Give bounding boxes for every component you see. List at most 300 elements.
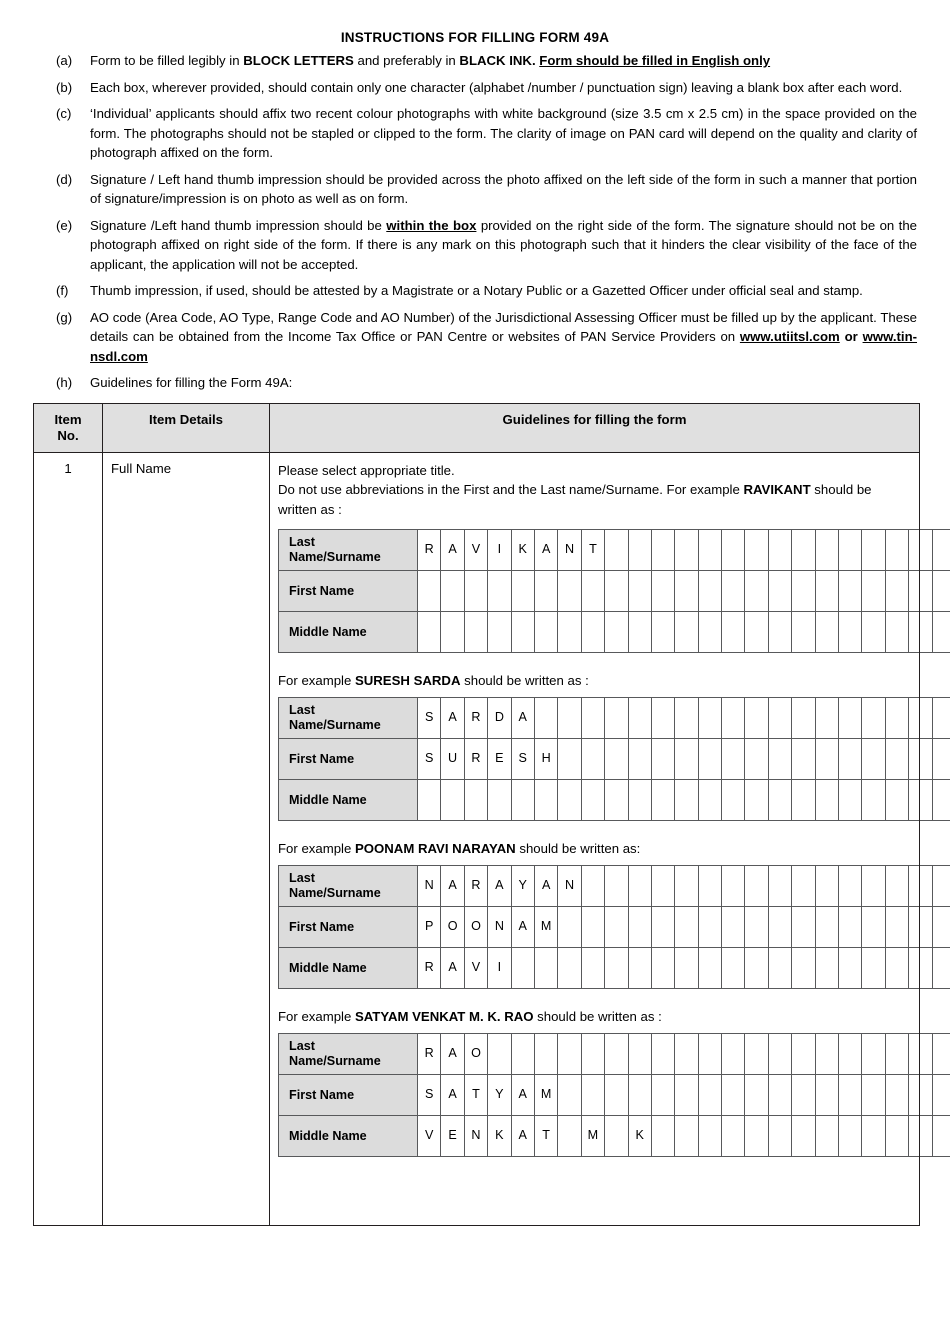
name-character-box[interactable] bbox=[651, 1116, 674, 1157]
name-character-box[interactable] bbox=[511, 1034, 534, 1075]
name-character-box[interactable] bbox=[839, 571, 862, 612]
name-character-box[interactable] bbox=[885, 948, 908, 989]
name-character-box[interactable]: P bbox=[418, 907, 441, 948]
name-character-box[interactable]: A bbox=[441, 1075, 464, 1116]
name-character-box[interactable] bbox=[909, 948, 932, 989]
name-character-box[interactable] bbox=[862, 698, 885, 739]
name-character-box[interactable] bbox=[885, 1116, 908, 1157]
name-character-box[interactable] bbox=[698, 698, 721, 739]
name-character-box[interactable]: E bbox=[488, 739, 511, 780]
name-character-box[interactable]: D bbox=[488, 698, 511, 739]
name-character-box[interactable]: N bbox=[464, 1116, 487, 1157]
name-character-box[interactable] bbox=[488, 1034, 511, 1075]
name-character-box[interactable] bbox=[768, 612, 791, 653]
name-character-box[interactable]: A bbox=[511, 698, 534, 739]
name-grid-label-line1: First Name bbox=[289, 919, 355, 934]
name-character-box[interactable] bbox=[932, 612, 950, 653]
name-character-box[interactable] bbox=[558, 1034, 581, 1075]
name-character-box[interactable] bbox=[628, 739, 651, 780]
name-character-box[interactable] bbox=[581, 1034, 604, 1075]
name-character-box[interactable] bbox=[581, 571, 604, 612]
name-character-box[interactable] bbox=[534, 780, 557, 821]
name-grid-row bbox=[279, 866, 950, 907]
name-character-box[interactable] bbox=[488, 571, 511, 612]
name-character-box[interactable] bbox=[605, 1116, 628, 1157]
name-character-box[interactable] bbox=[932, 1075, 950, 1116]
name-character-box[interactable] bbox=[885, 698, 908, 739]
name-character-box[interactable] bbox=[698, 907, 721, 948]
name-character-box[interactable] bbox=[605, 530, 628, 571]
name-character-box[interactable] bbox=[722, 1116, 745, 1157]
name-character-box[interactable] bbox=[605, 571, 628, 612]
name-character-box[interactable] bbox=[768, 698, 791, 739]
name-character-box[interactable] bbox=[418, 571, 441, 612]
name-character-box[interactable] bbox=[651, 530, 674, 571]
name-character-box[interactable] bbox=[745, 698, 768, 739]
name-character-box[interactable] bbox=[581, 612, 604, 653]
name-character-box[interactable]: M bbox=[534, 1075, 557, 1116]
name-character-box[interactable] bbox=[628, 698, 651, 739]
name-character-box[interactable] bbox=[675, 907, 698, 948]
instruction-segment: www.utiitsl.com bbox=[739, 329, 840, 344]
name-character-box[interactable] bbox=[675, 530, 698, 571]
name-character-box[interactable] bbox=[722, 1075, 745, 1116]
name-character-box[interactable] bbox=[651, 1034, 674, 1075]
name-character-box[interactable] bbox=[885, 571, 908, 612]
name-character-box[interactable]: S bbox=[418, 698, 441, 739]
name-character-box[interactable] bbox=[885, 739, 908, 780]
name-character-box[interactable] bbox=[815, 571, 838, 612]
name-character-box[interactable] bbox=[839, 1116, 862, 1157]
name-character-box[interactable] bbox=[909, 571, 932, 612]
name-character-box[interactable]: S bbox=[418, 739, 441, 780]
name-character-box[interactable] bbox=[534, 612, 557, 653]
name-character-box[interactable] bbox=[722, 1034, 745, 1075]
name-character-box[interactable] bbox=[441, 780, 464, 821]
name-character-box[interactable] bbox=[909, 612, 932, 653]
name-grid-label-line1: Last bbox=[289, 703, 315, 717]
name-character-box[interactable] bbox=[675, 1075, 698, 1116]
name-character-box[interactable] bbox=[698, 530, 721, 571]
instruction-item bbox=[56, 308, 917, 367]
name-character-box[interactable] bbox=[745, 1075, 768, 1116]
instruction-marker: (f) bbox=[56, 283, 69, 298]
name-character-box[interactable]: Y bbox=[511, 866, 534, 907]
name-character-box[interactable] bbox=[534, 1034, 557, 1075]
name-character-box[interactable] bbox=[558, 1116, 581, 1157]
name-character-box[interactable] bbox=[651, 571, 674, 612]
name-character-box[interactable] bbox=[722, 780, 745, 821]
table-tail-space bbox=[278, 1157, 913, 1215]
name-character-box[interactable] bbox=[909, 1116, 932, 1157]
name-character-box[interactable] bbox=[605, 1075, 628, 1116]
name-character-box[interactable] bbox=[862, 948, 885, 989]
name-character-box[interactable] bbox=[745, 948, 768, 989]
name-character-box[interactable] bbox=[885, 866, 908, 907]
name-character-box[interactable] bbox=[605, 612, 628, 653]
name-character-box[interactable] bbox=[792, 530, 815, 571]
name-character-box[interactable] bbox=[909, 1075, 932, 1116]
name-character-box[interactable]: R bbox=[464, 698, 487, 739]
name-character-box[interactable]: O bbox=[464, 907, 487, 948]
name-character-box[interactable] bbox=[628, 530, 651, 571]
instruction-segment: Thumb impression, if used, should be attested by a Magistrate or a Notary Public or a Gazetted Officer under official seal and stamp. bbox=[90, 283, 863, 298]
name-character-box[interactable] bbox=[651, 612, 674, 653]
name-character-box[interactable] bbox=[745, 866, 768, 907]
name-character-box[interactable] bbox=[862, 1034, 885, 1075]
name-character-box[interactable]: K bbox=[628, 1116, 651, 1157]
name-character-box[interactable] bbox=[651, 698, 674, 739]
name-character-box[interactable] bbox=[558, 948, 581, 989]
name-character-box[interactable]: N bbox=[558, 866, 581, 907]
name-character-box[interactable]: V bbox=[418, 1116, 441, 1157]
name-character-box[interactable] bbox=[792, 612, 815, 653]
name-character-box[interactable] bbox=[932, 530, 950, 571]
name-character-box[interactable] bbox=[581, 698, 604, 739]
name-character-box[interactable] bbox=[885, 1034, 908, 1075]
name-character-box[interactable]: S bbox=[418, 1075, 441, 1116]
name-character-box[interactable] bbox=[464, 612, 487, 653]
name-character-box[interactable] bbox=[651, 907, 674, 948]
name-character-box[interactable] bbox=[768, 530, 791, 571]
name-character-box[interactable] bbox=[558, 739, 581, 780]
name-character-box[interactable]: A bbox=[441, 530, 464, 571]
name-character-box[interactable] bbox=[792, 780, 815, 821]
name-character-box[interactable] bbox=[534, 948, 557, 989]
name-character-box[interactable]: R bbox=[418, 1034, 441, 1075]
name-character-box[interactable] bbox=[698, 1034, 721, 1075]
name-character-box[interactable] bbox=[651, 739, 674, 780]
name-character-box[interactable] bbox=[932, 1034, 950, 1075]
name-character-box[interactable] bbox=[792, 571, 815, 612]
name-character-box[interactable] bbox=[558, 571, 581, 612]
name-character-box[interactable] bbox=[932, 571, 950, 612]
name-character-box[interactable] bbox=[839, 907, 862, 948]
name-character-box[interactable] bbox=[862, 1075, 885, 1116]
name-character-box[interactable] bbox=[745, 1034, 768, 1075]
name-character-box[interactable] bbox=[815, 1034, 838, 1075]
name-character-box[interactable]: A bbox=[441, 698, 464, 739]
instruction-marker: (e) bbox=[56, 217, 73, 233]
name-character-box[interactable] bbox=[675, 1116, 698, 1157]
name-character-box[interactable] bbox=[909, 907, 932, 948]
name-character-box[interactable] bbox=[605, 907, 628, 948]
name-character-box[interactable] bbox=[932, 948, 950, 989]
name-character-box[interactable] bbox=[792, 1075, 815, 1116]
name-character-box[interactable] bbox=[885, 612, 908, 653]
name-character-box[interactable] bbox=[558, 612, 581, 653]
name-character-box[interactable] bbox=[932, 780, 950, 821]
name-character-box[interactable]: A bbox=[534, 866, 557, 907]
name-character-box[interactable] bbox=[722, 530, 745, 571]
name-character-box[interactable] bbox=[675, 866, 698, 907]
name-character-box[interactable] bbox=[768, 739, 791, 780]
name-character-box[interactable] bbox=[581, 948, 604, 989]
name-grid-label bbox=[279, 698, 418, 739]
name-character-box[interactable] bbox=[581, 780, 604, 821]
name-character-box[interactable] bbox=[488, 612, 511, 653]
name-character-box[interactable] bbox=[698, 948, 721, 989]
name-character-box[interactable] bbox=[768, 571, 791, 612]
name-character-box[interactable] bbox=[605, 1034, 628, 1075]
name-character-box[interactable]: R bbox=[464, 739, 487, 780]
name-character-box[interactable]: N bbox=[418, 866, 441, 907]
name-character-box[interactable] bbox=[698, 1116, 721, 1157]
name-character-box[interactable] bbox=[651, 948, 674, 989]
name-character-box[interactable] bbox=[488, 780, 511, 821]
name-character-box[interactable] bbox=[815, 698, 838, 739]
name-character-box[interactable] bbox=[722, 866, 745, 907]
name-character-box[interactable] bbox=[745, 571, 768, 612]
name-character-box[interactable]: R bbox=[464, 866, 487, 907]
name-character-box[interactable] bbox=[628, 1075, 651, 1116]
name-character-box[interactable] bbox=[885, 1075, 908, 1116]
name-character-box[interactable] bbox=[792, 907, 815, 948]
name-character-box[interactable] bbox=[792, 948, 815, 989]
name-character-box[interactable] bbox=[768, 1116, 791, 1157]
name-character-box[interactable] bbox=[651, 866, 674, 907]
name-character-box[interactable] bbox=[511, 948, 534, 989]
name-character-box[interactable] bbox=[534, 698, 557, 739]
name-character-box[interactable] bbox=[581, 739, 604, 780]
name-character-box[interactable] bbox=[605, 948, 628, 989]
name-character-box[interactable]: A bbox=[511, 907, 534, 948]
name-character-box[interactable] bbox=[698, 866, 721, 907]
name-character-box[interactable] bbox=[628, 1034, 651, 1075]
name-character-box[interactable]: A bbox=[441, 1034, 464, 1075]
name-character-box[interactable]: A bbox=[511, 1075, 534, 1116]
name-character-box[interactable] bbox=[839, 612, 862, 653]
name-character-box[interactable]: A bbox=[441, 948, 464, 989]
instruction-item bbox=[56, 104, 917, 163]
name-character-box[interactable] bbox=[885, 530, 908, 571]
name-character-box[interactable] bbox=[722, 948, 745, 989]
name-character-box[interactable]: T bbox=[464, 1075, 487, 1116]
name-character-box[interactable]: T bbox=[534, 1116, 557, 1157]
name-character-box[interactable] bbox=[651, 1075, 674, 1116]
name-character-box[interactable] bbox=[815, 866, 838, 907]
name-character-box[interactable] bbox=[932, 1116, 950, 1157]
name-character-box[interactable] bbox=[675, 780, 698, 821]
name-character-box[interactable] bbox=[839, 698, 862, 739]
instruction-text bbox=[90, 170, 917, 209]
name-character-box[interactable]: I bbox=[488, 948, 511, 989]
name-character-box[interactable] bbox=[792, 1116, 815, 1157]
name-character-box[interactable]: R bbox=[418, 948, 441, 989]
name-character-box[interactable] bbox=[605, 739, 628, 780]
name-character-box[interactable] bbox=[839, 948, 862, 989]
name-character-box[interactable] bbox=[745, 907, 768, 948]
name-character-box[interactable] bbox=[745, 780, 768, 821]
name-character-box[interactable] bbox=[722, 571, 745, 612]
name-character-box[interactable] bbox=[418, 780, 441, 821]
example-caption-post: should be written as : bbox=[533, 1009, 662, 1024]
name-character-box[interactable] bbox=[932, 907, 950, 948]
name-character-box[interactable]: N bbox=[488, 907, 511, 948]
name-character-box[interactable] bbox=[932, 739, 950, 780]
name-character-box[interactable]: Y bbox=[488, 1075, 511, 1116]
name-character-box[interactable]: S bbox=[511, 739, 534, 780]
name-character-box[interactable] bbox=[862, 739, 885, 780]
name-character-box[interactable] bbox=[628, 571, 651, 612]
name-character-box[interactable] bbox=[909, 866, 932, 907]
name-character-box[interactable] bbox=[464, 571, 487, 612]
name-boxes-grid bbox=[278, 1033, 950, 1157]
name-grid-label-line1: First Name bbox=[289, 583, 355, 598]
name-character-box[interactable] bbox=[605, 698, 628, 739]
name-character-box[interactable] bbox=[722, 907, 745, 948]
name-character-box[interactable] bbox=[815, 780, 838, 821]
name-character-box[interactable]: M bbox=[581, 1116, 604, 1157]
instruction-segment: BLACK INK. bbox=[459, 53, 536, 68]
name-character-box[interactable] bbox=[628, 612, 651, 653]
name-character-box[interactable] bbox=[815, 1116, 838, 1157]
name-character-box[interactable] bbox=[815, 948, 838, 989]
name-character-box[interactable]: O bbox=[441, 907, 464, 948]
name-character-box[interactable] bbox=[698, 739, 721, 780]
name-character-box[interactable] bbox=[441, 612, 464, 653]
name-character-box[interactable] bbox=[839, 780, 862, 821]
name-character-box[interactable]: M bbox=[534, 907, 557, 948]
name-character-box[interactable] bbox=[581, 866, 604, 907]
instruction-segment: and preferably in bbox=[353, 53, 460, 68]
name-character-box[interactable] bbox=[815, 530, 838, 571]
name-character-box[interactable]: I bbox=[488, 530, 511, 571]
name-character-box[interactable] bbox=[768, 1075, 791, 1116]
name-character-box[interactable] bbox=[909, 530, 932, 571]
name-character-box[interactable] bbox=[511, 571, 534, 612]
name-grid-label bbox=[279, 907, 418, 948]
name-character-box[interactable]: A bbox=[534, 530, 557, 571]
name-character-box[interactable] bbox=[605, 866, 628, 907]
name-character-box[interactable]: V bbox=[464, 530, 487, 571]
name-character-box[interactable] bbox=[605, 780, 628, 821]
name-character-box[interactable] bbox=[792, 866, 815, 907]
name-character-box[interactable] bbox=[722, 739, 745, 780]
name-character-box[interactable]: H bbox=[534, 739, 557, 780]
name-character-box[interactable] bbox=[932, 866, 950, 907]
name-character-box[interactable] bbox=[534, 571, 557, 612]
name-character-box[interactable] bbox=[511, 612, 534, 653]
name-character-box[interactable] bbox=[745, 739, 768, 780]
name-character-box[interactable] bbox=[839, 530, 862, 571]
name-character-box[interactable] bbox=[815, 612, 838, 653]
name-character-box[interactable] bbox=[558, 698, 581, 739]
name-character-box[interactable] bbox=[909, 698, 932, 739]
name-character-box[interactable]: A bbox=[488, 866, 511, 907]
name-character-box[interactable] bbox=[745, 1116, 768, 1157]
name-grid-label-line1: Last bbox=[289, 871, 315, 885]
name-character-box[interactable] bbox=[839, 866, 862, 907]
name-character-box[interactable] bbox=[745, 612, 768, 653]
name-character-box[interactable] bbox=[862, 1116, 885, 1157]
name-character-box[interactable] bbox=[722, 612, 745, 653]
name-character-box[interactable] bbox=[675, 739, 698, 780]
name-character-box[interactable]: A bbox=[441, 866, 464, 907]
name-character-box[interactable] bbox=[558, 780, 581, 821]
name-character-box[interactable] bbox=[581, 907, 604, 948]
name-character-box[interactable] bbox=[862, 907, 885, 948]
name-character-box[interactable] bbox=[441, 571, 464, 612]
name-character-box[interactable] bbox=[792, 1034, 815, 1075]
name-character-box[interactable] bbox=[628, 907, 651, 948]
example-caption-post: should be written as: bbox=[515, 841, 641, 856]
name-character-box[interactable]: E bbox=[441, 1116, 464, 1157]
name-character-box[interactable] bbox=[722, 698, 745, 739]
name-character-box[interactable] bbox=[698, 780, 721, 821]
name-character-box[interactable] bbox=[862, 612, 885, 653]
name-character-box[interactable] bbox=[651, 780, 674, 821]
name-character-box[interactable] bbox=[792, 698, 815, 739]
name-character-box[interactable] bbox=[745, 530, 768, 571]
name-character-box[interactable] bbox=[418, 612, 441, 653]
name-character-box[interactable]: T bbox=[581, 530, 604, 571]
name-character-box[interactable] bbox=[839, 739, 862, 780]
name-character-box[interactable]: R bbox=[418, 530, 441, 571]
name-character-box[interactable] bbox=[862, 866, 885, 907]
name-character-box[interactable] bbox=[862, 780, 885, 821]
name-character-box[interactable]: N bbox=[558, 530, 581, 571]
name-character-box[interactable] bbox=[815, 907, 838, 948]
name-character-box[interactable] bbox=[511, 780, 534, 821]
name-character-box[interactable] bbox=[862, 530, 885, 571]
name-character-box[interactable] bbox=[628, 866, 651, 907]
name-character-box[interactable] bbox=[815, 739, 838, 780]
name-character-box[interactable] bbox=[628, 780, 651, 821]
name-character-box[interactable] bbox=[698, 1075, 721, 1116]
name-character-box[interactable] bbox=[558, 1075, 581, 1116]
name-character-box[interactable] bbox=[558, 907, 581, 948]
name-character-box[interactable] bbox=[932, 698, 950, 739]
name-character-box[interactable]: O bbox=[464, 1034, 487, 1075]
name-character-box[interactable] bbox=[698, 571, 721, 612]
name-character-box[interactable] bbox=[885, 907, 908, 948]
name-character-box[interactable]: K bbox=[488, 1116, 511, 1157]
name-grid-row bbox=[279, 948, 950, 989]
name-character-box[interactable]: V bbox=[464, 948, 487, 989]
name-character-box[interactable] bbox=[768, 948, 791, 989]
name-character-box[interactable] bbox=[628, 948, 651, 989]
instruction-segment: www.tin-nsdl.com bbox=[90, 329, 918, 364]
name-character-box[interactable] bbox=[839, 1034, 862, 1075]
name-character-box[interactable] bbox=[815, 1075, 838, 1116]
name-character-box[interactable] bbox=[675, 948, 698, 989]
name-character-box[interactable] bbox=[909, 1034, 932, 1075]
name-character-box[interactable] bbox=[909, 739, 932, 780]
name-character-box[interactable] bbox=[464, 780, 487, 821]
name-character-box[interactable] bbox=[839, 1075, 862, 1116]
name-character-box[interactable] bbox=[909, 780, 932, 821]
name-character-box[interactable] bbox=[768, 780, 791, 821]
name-character-box[interactable] bbox=[675, 571, 698, 612]
name-character-box[interactable] bbox=[768, 866, 791, 907]
name-character-box[interactable] bbox=[698, 612, 721, 653]
example-caption-name: SATYAM VENKAT M. K. RAO bbox=[354, 1009, 534, 1024]
name-character-box[interactable] bbox=[675, 698, 698, 739]
name-character-box[interactable] bbox=[581, 1075, 604, 1116]
name-character-box[interactable]: A bbox=[511, 1116, 534, 1157]
name-character-box[interactable] bbox=[768, 907, 791, 948]
name-character-box[interactable] bbox=[675, 612, 698, 653]
name-character-box[interactable]: K bbox=[511, 530, 534, 571]
name-character-box[interactable] bbox=[862, 571, 885, 612]
name-character-box[interactable]: U bbox=[441, 739, 464, 780]
name-character-box[interactable] bbox=[768, 1034, 791, 1075]
name-character-box[interactable] bbox=[792, 739, 815, 780]
name-character-box[interactable] bbox=[885, 780, 908, 821]
name-character-box[interactable] bbox=[675, 1034, 698, 1075]
example-caption-pre: For example bbox=[278, 1009, 355, 1024]
